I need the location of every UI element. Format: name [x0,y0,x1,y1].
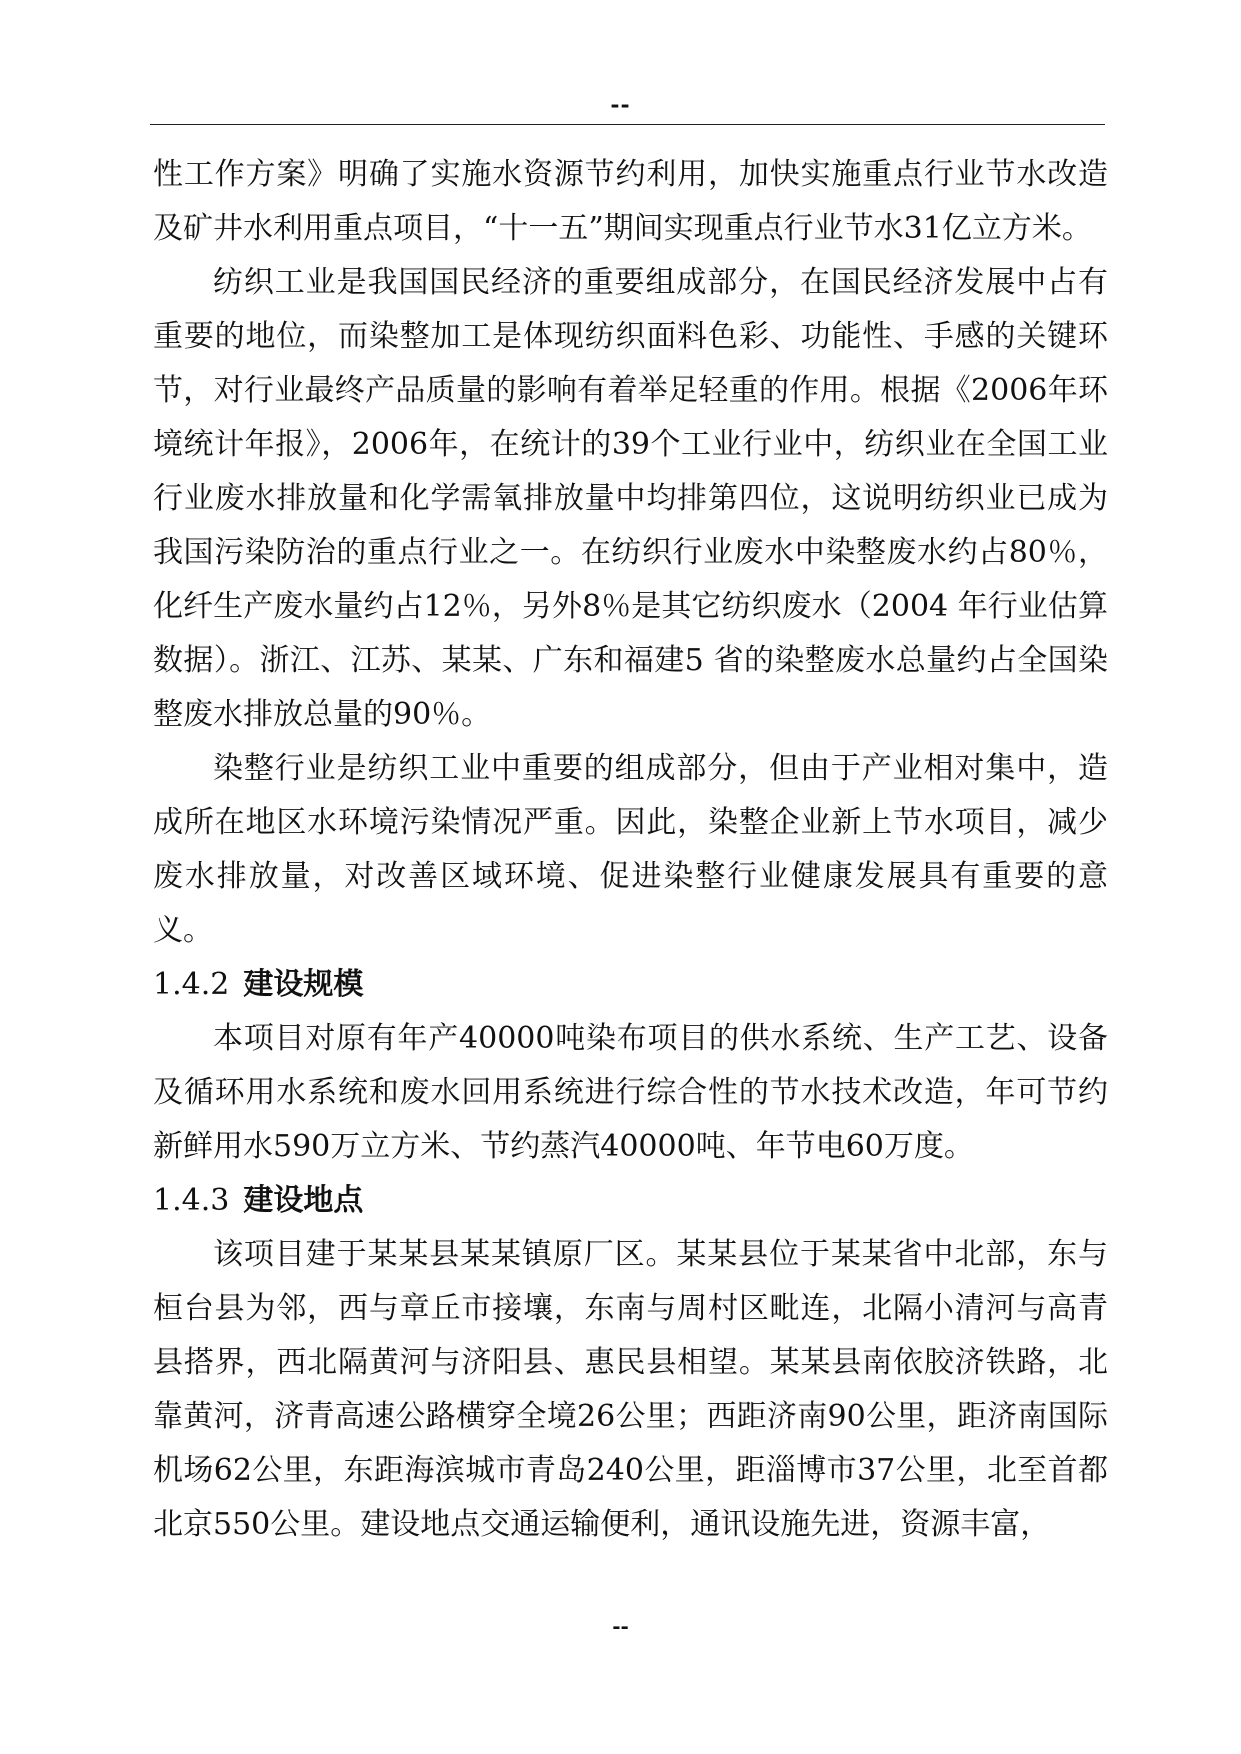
page-footer-mark: -- [612,1614,629,1638]
page-header-mark: -- [610,92,631,118]
section-title: 建设规模 [243,967,364,1002]
paragraph-construction-scale: 本项目对原有年产40000吨染布项目的供水系统、生产工艺、设备及循环用水系统和废水回用系统进行综合性的节水技术改造，年可节约新鲜用水590万立方米、节约蒸汽40000吨、年节电60万度。 [153,1021,1108,1164]
section-title: 建设地点 [243,1183,364,1218]
document-body [153,148,1108,1552]
header-divider [150,124,1105,125]
paragraph-textile-industry: 纺织工业是我国国民经济的重要组成部分，在国民经济发展中占有重要的地位，而染整加工是体现纺织面料色彩、功能性、手感的关键环节，对行业最终产品质量的影响有着举足轻重的作用。根据《2006年环境统计年报》，2006年，在统计的39个工业行业中，纺织业在全国工业行业废水排放量和化学需氧排放量中均排第四位，这说明纺织业已成为我国污染防治的重点行业之一。在纺织行业废水中染整废水约占80％，化纤生产废水量约占12％，另外8％是其它纺织废水（2004 年行业估算数据）。浙江、江苏、某某、广东和福建5 省的染整废水总量约占全国染整废水排放总量的90％。 [153,265,1108,732]
paragraph-construction-location: 该项目建于某某县某某镇原厂区。某某县位于某某省中北部，东与桓台县为邻，西与章丘市接壤，东南与周村区毗连，北隔小清河与高青县搭界，西北隔黄河与济阳县、惠民县相望。某某县南依胶济铁路，北靠黄河，济青高速公路横穿全境26公里；西距济南90公里，距济南国际机场62公里，东距海滨城市青岛240公里，距淄博市37公里，北至首都北京550公里。建设地点交通运输便利，通讯设施先进，资源丰富， [153,1237,1108,1542]
section-number: 1.4.2 [153,967,230,1002]
section-heading-location [153,1174,1108,1228]
paragraph-water-saving-plan: 性工作方案》明确了实施水资源节约利用，加快实施重点行业节水改造及矿井水利用重点项目，“十一五”期间实现重点行业节水31亿立方米。 [153,157,1108,246]
section-number: 1.4.3 [153,1183,230,1218]
paragraph-dyeing-industry: 染整行业是纺织工业中重要的组成部分，但由于产业相对集中，造成所在地区水环境污染情况严重。因此，染整企业新上节水项目，减少废水排放量，对改善区域环境、促进染整行业健康发展具有重要的意义。 [153,751,1108,948]
section-heading-scale [153,958,1108,1012]
